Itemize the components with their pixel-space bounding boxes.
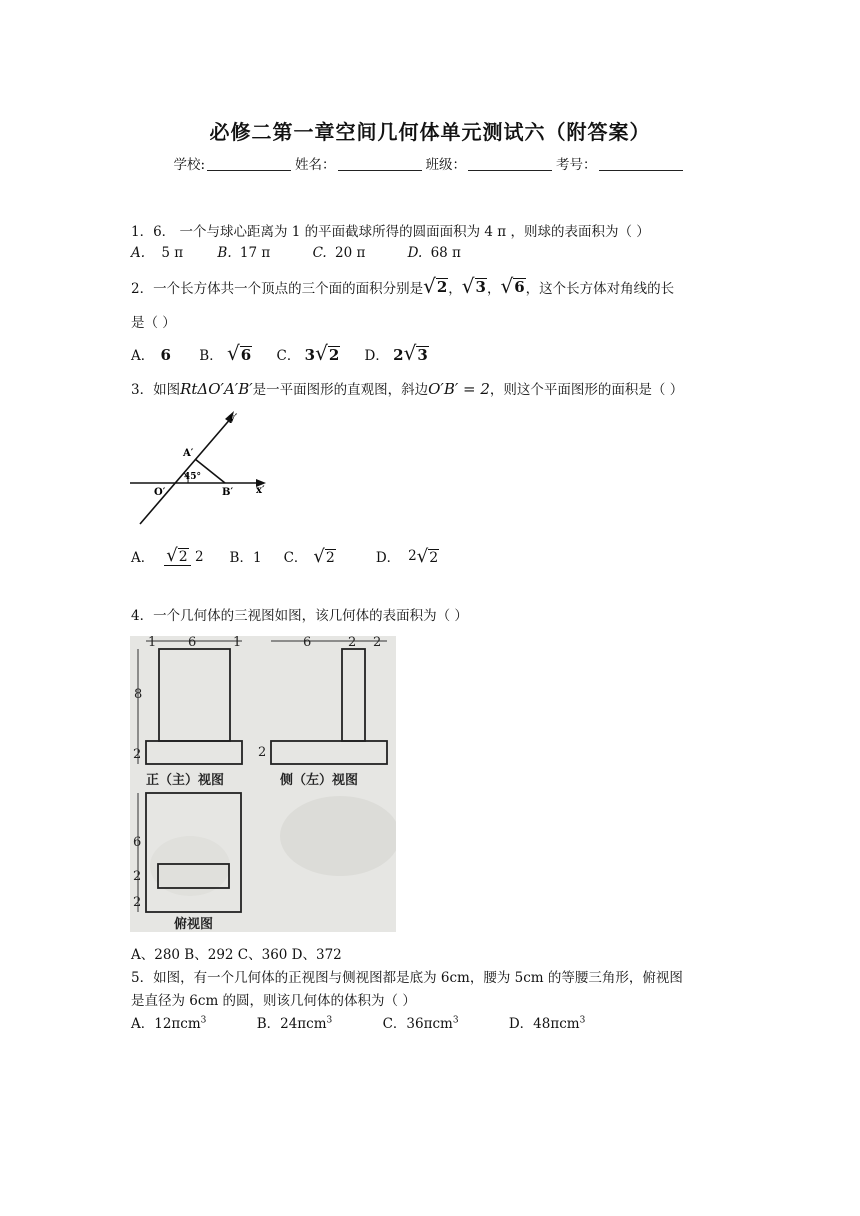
q5-option-a: A．12πcm$^3$ — [131, 1015, 207, 1032]
svg-text:2: 2 — [348, 636, 357, 650]
svg-text:2: 2 — [258, 745, 267, 760]
q1-option-a-letter: A. — [131, 245, 146, 261]
y-axis-label: y′ — [229, 413, 238, 424]
front-view-caption: 正（主）视图 — [146, 773, 225, 788]
svg-text:2: 2 — [133, 869, 142, 884]
point-a-label: A′ — [183, 448, 194, 459]
question-2-options — [131, 343, 429, 364]
q3-option-b: B．1 — [229, 550, 262, 566]
x-axis-label: x′ — [256, 485, 265, 496]
q3-option-a-letter: A． — [131, 550, 155, 566]
page-title: 必修二第一章空间几何体单元测试六（附答案） — [209, 120, 651, 144]
sqrt-2: √ 2 — [423, 274, 448, 298]
q4-three-views-photo — [130, 636, 396, 932]
q3-math-hypotenuse: O′B′ = 2 — [428, 380, 490, 398]
q2-option-c-letter: C． — [276, 348, 301, 364]
svg-text:6: 6 — [303, 636, 312, 650]
question-2-stem: 2．一个长方体共一个顶点的三个面的面积分别是 √ 2 ， √ 3 ， √ 6 ，这个长方体对角线的长 — [131, 274, 675, 298]
q1-option-a: 5 π — [161, 245, 184, 261]
q1-option-b: 17 π — [239, 245, 271, 261]
sqrt-3: √ 3 — [461, 274, 486, 298]
angle-label: 45° — [184, 472, 202, 482]
q3-option-c: √2 — [313, 545, 335, 567]
q2-option-d-root: √3 — [403, 341, 428, 365]
svg-text:2: 2 — [133, 747, 142, 762]
exam-no-label: 考号： — [556, 157, 597, 173]
q2-option-d-coef: 2 — [393, 346, 404, 364]
q3-option-d-root: √2 — [416, 545, 439, 567]
q1-option-b-letter: B. — [217, 245, 232, 261]
q3-option-a-fraction: √2 2 — [166, 545, 204, 566]
q2-option-c-coef: 3 — [304, 346, 316, 364]
name-label: 姓名： — [295, 157, 336, 173]
q2-stem-part-b: ，这个长方体对角线的长 — [525, 281, 675, 297]
svg-text:1: 1 — [233, 636, 242, 650]
top-view-caption: 俯视图 — [174, 917, 214, 932]
q5-option-b: B．24πcm$^3$ — [256, 1015, 333, 1032]
q1-option-c: 20 π — [335, 245, 366, 261]
q5-option-c: C．36πcm$^3$ — [382, 1015, 459, 1032]
question-2-stem-cont: 是（ ） — [131, 315, 176, 331]
question-1-options — [131, 245, 461, 261]
class-blank — [468, 156, 552, 171]
q3-option-d-letter: D． — [375, 550, 401, 566]
student-info-line — [0, 153, 860, 173]
q1-option-c-letter: C. — [312, 245, 327, 261]
question-5-options — [131, 1012, 585, 1032]
svg-text:2: 2 — [373, 636, 382, 650]
question-5-stem-line1: 5．如图，有一个几何体的正视图与侧视图都是底为 6cm，腰为 5cm 的等腰三角形，俯视图 — [131, 970, 683, 986]
svg-text:8: 8 — [134, 687, 143, 702]
exam-no-blank — [599, 156, 683, 171]
y-axis-line — [140, 417, 232, 524]
q2-option-b: √6 — [227, 341, 252, 365]
q2-option-a: 6 — [160, 346, 171, 364]
q3-option-c-letter: C． — [283, 550, 308, 566]
q2-option-c-root: √2 — [315, 341, 340, 365]
svg-text:6: 6 — [188, 636, 197, 650]
school-blank — [207, 156, 291, 171]
side-view-caption: 侧（左）视图 — [280, 773, 359, 788]
name-blank — [338, 156, 422, 171]
q2-option-a-letter: A． — [131, 348, 155, 364]
q2-stem-part-a: 2．一个长方体共一个顶点的三个面的面积分别是 — [131, 281, 424, 297]
q1-option-d: 68 π — [430, 245, 461, 261]
q2-option-d-letter: D． — [364, 348, 389, 364]
question-3-options — [131, 546, 439, 566]
q3-option-d-coef: 2 — [408, 548, 417, 564]
question-4-stem: 4．一个几何体的三视图如图，该几何体的表面积为（ ） — [131, 608, 468, 624]
svg-text:6: 6 — [133, 835, 142, 850]
three-views-drawing — [130, 636, 396, 932]
class-label: 班级： — [425, 157, 467, 173]
q3-math-triangle: RtΔO′A′B′ — [180, 380, 253, 398]
question-4-options: A、280 B、292 C、360 D、372 — [131, 947, 342, 963]
point-b-label: B′ — [222, 487, 234, 498]
question-3-stem — [131, 378, 683, 398]
school-label: 学校: — [173, 157, 206, 173]
q3-oblique-figure — [128, 404, 278, 530]
question-1-stem: 1．6． 一个与球心距离为 1 的平面截球所得的圆面面积为 4 π ，则球的表面积为（ ） — [131, 224, 650, 240]
sqrt-6: √ 6 — [500, 274, 525, 298]
svg-text:1: 1 — [148, 636, 157, 650]
question-5-stem-line2: 是直径为 6cm 的圆，则该几何体的体积为（ ） — [131, 993, 416, 1009]
q1-option-d-letter: D. — [407, 245, 423, 261]
q5-option-d: D．48πcm$^3$ — [508, 1015, 586, 1032]
point-o-label: O′ — [154, 487, 166, 498]
q3-stem-part-a: 3．如图 — [131, 382, 181, 398]
q2-option-b-letter: B． — [199, 348, 223, 364]
q3-stem-part-b: 是一平面图形的直观图，斜边 — [252, 382, 429, 398]
svg-text:2: 2 — [133, 895, 142, 910]
q3-stem-part-c: ，则这个平面图形的面积是（ ） — [489, 382, 684, 398]
